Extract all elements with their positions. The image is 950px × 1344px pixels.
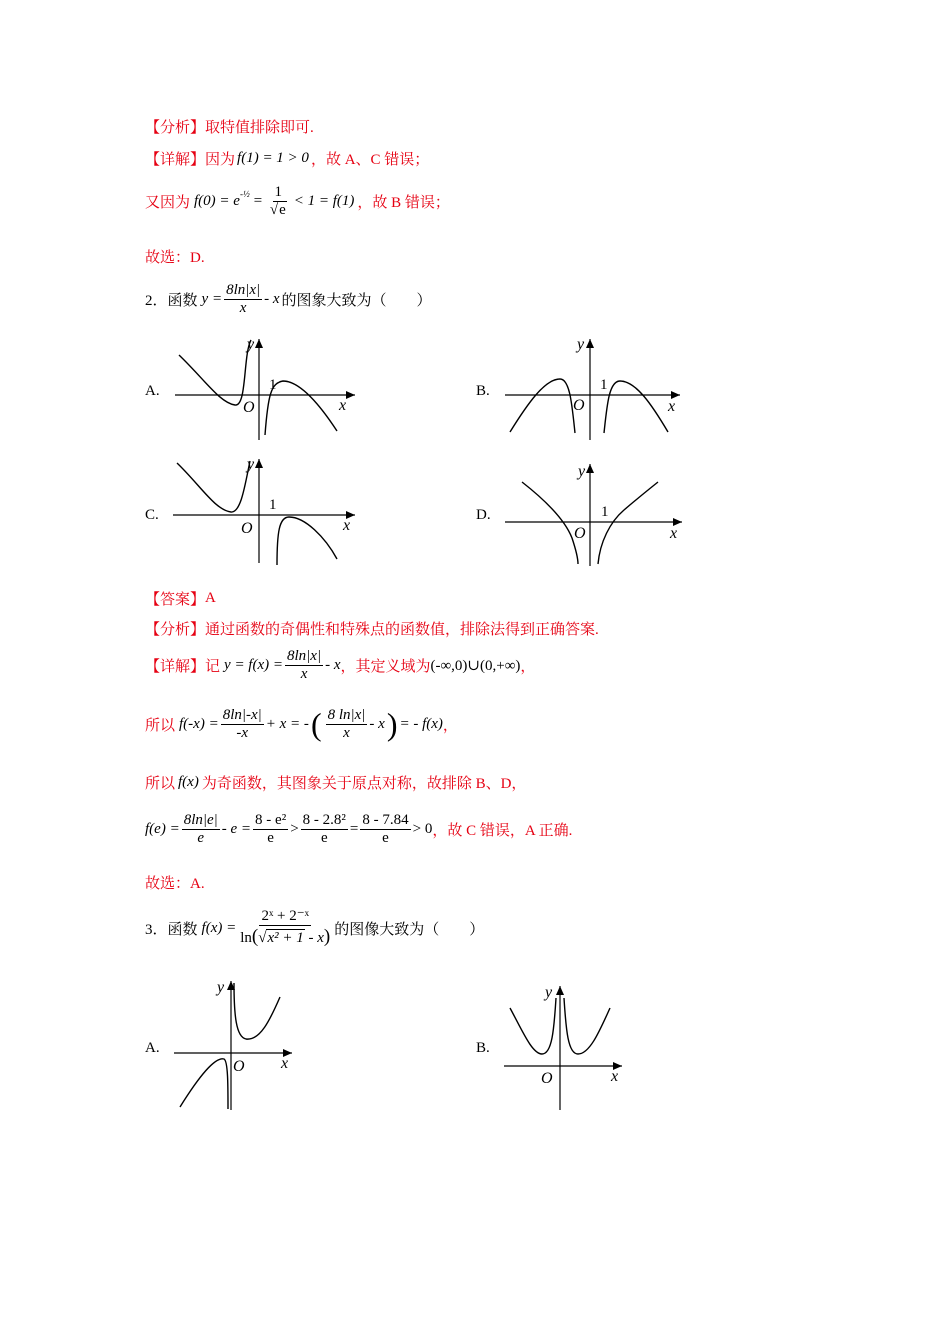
q3-stem: 3． 函数 f(x) = $\frac{\text{2ˣ + 2⁻ˣ}}{\text{ln(√x² + 1 - x)}}$ 的图像大致为（ ） bbox=[145, 908, 485, 948]
curve-left bbox=[180, 1059, 228, 1109]
q2-option-c-label: C. bbox=[145, 507, 159, 523]
curve-left bbox=[510, 998, 556, 1054]
axis-y-label: y bbox=[247, 336, 255, 353]
tick-label: 1 bbox=[269, 377, 277, 393]
q3-option-b-label: B. bbox=[476, 1040, 490, 1056]
curve-right bbox=[234, 983, 280, 1039]
q2-stem-frac: $\frac{8\ln|x|}{x}$ bbox=[226, 282, 261, 317]
q3-stem-frac: $\frac{\text{2ˣ + 2⁻ˣ}}{\text{ln(√x² + 1 - x)}}$ bbox=[240, 908, 331, 948]
q2-detail: 【详解】 记 y = f(x) = $\frac{8\ln|x|}{x}$ - x ，其定义域为 (-∞,0)∪(0,+∞) ， bbox=[145, 648, 536, 683]
axis-y-label: y bbox=[217, 979, 225, 996]
q1-detail: 【详解】 因为 f(1) = 1 > 0 ，故 A、C 错误； bbox=[145, 150, 430, 168]
q2-stem: 2． 函数 y = $\frac{8\ln|x|}{x}$ - x 的图象大致为（ ） bbox=[145, 282, 432, 317]
q2-graph-d bbox=[500, 460, 690, 570]
q2-option-a-label: A. bbox=[145, 383, 160, 399]
q3-graph-b bbox=[500, 980, 630, 1115]
axis-x-label: x bbox=[611, 1068, 619, 1085]
axis-x-label: x bbox=[343, 517, 351, 534]
q2-detail-line3: 所以 f(x) 为奇函数，其图象关于原点对称，故排除 B、D， bbox=[145, 774, 527, 792]
q2-l4-frac3: $\frac{\text{8 - 2.8²}}{e}$ bbox=[302, 812, 346, 847]
axis-y-label: y bbox=[247, 456, 255, 473]
q2-graph-a bbox=[165, 335, 365, 445]
q2-answer: 【答案】 A bbox=[145, 590, 216, 608]
q2-graph-c bbox=[165, 455, 365, 570]
curve-right bbox=[598, 482, 658, 564]
curve-right bbox=[277, 517, 337, 565]
origin-label: O bbox=[574, 525, 586, 542]
q1-choice: 故选：D. bbox=[145, 250, 205, 266]
tick-label: 1 bbox=[600, 377, 608, 393]
q1-analysis: 【分析】 取特值排除即可. bbox=[145, 120, 314, 136]
q2-detail-frac: $\frac{8\ln|x|}{x}$ bbox=[287, 648, 322, 683]
q2-analysis: 【分析】 通过函数的奇偶性和特殊点的函数值，排除法得到正确答案. bbox=[145, 622, 599, 638]
origin-label: O bbox=[541, 1070, 553, 1087]
q2-detail-line4: f(e) = $\frac{8\ln|e|}{e}$ - e = $\frac{\text{8 - e²}}{e}$ > $\frac{\text{8 - 2.8²}}{e}$ = $\frac{8 - 7.84}{e}$ > 0 ，故 C 错误，A 正确. bbox=[145, 812, 573, 847]
q3-graph-a bbox=[170, 975, 300, 1115]
curve-right bbox=[604, 381, 668, 433]
axis-x-label: x bbox=[668, 398, 676, 415]
tick-label: 1 bbox=[269, 497, 277, 513]
tick-label: 1 bbox=[601, 504, 609, 520]
origin-label: O bbox=[233, 1058, 245, 1075]
axis-y-label: y bbox=[577, 336, 585, 353]
q2-l4-frac4: $\frac{8 - 7.84}{e}$ bbox=[362, 812, 409, 847]
curve-left bbox=[522, 482, 578, 564]
axis-x-label: x bbox=[339, 397, 347, 414]
axis-x-label: x bbox=[281, 1055, 289, 1072]
curve-left bbox=[510, 379, 575, 433]
q2-graph-b bbox=[500, 335, 690, 445]
q1-frac: $\frac{1}{√e}$ bbox=[269, 184, 286, 219]
q2-option-d-label: D. bbox=[476, 507, 491, 523]
q1-detail-line2: 又因为 f(0) = e $^{-\frac{1}{2}}$ = $\frac{1}{√e}$ < 1 = f(1) ，故 B 错误； bbox=[145, 184, 450, 219]
origin-label: O bbox=[573, 397, 585, 414]
curve-right bbox=[564, 998, 610, 1054]
q2-detail-line2: 所以 f(-x) = $\frac{8\ln|-x|}{-x}$ + x = - ( $\frac{8 \ln|x|}{x}$ - x ) = - f(x) ， bbox=[145, 706, 458, 742]
q2-option-b-label: B. bbox=[476, 383, 490, 399]
origin-label: O bbox=[243, 399, 255, 416]
q2-l2-frac1: $\frac{8\ln|-x|}{-x}$ bbox=[222, 706, 262, 741]
q2-choice: 故选：A. bbox=[145, 876, 205, 892]
axis-y-label: y bbox=[545, 984, 553, 1001]
q2-l2-frac2: $\frac{8 \ln|x|}{x}$ bbox=[327, 706, 366, 741]
q3-option-a-label: A. bbox=[145, 1040, 160, 1056]
q2-l4-frac1: $\frac{8\ln|e|}{e}$ bbox=[183, 812, 218, 847]
q2-l4-frac2: $\frac{\text{8 - e²}}{e}$ bbox=[255, 812, 287, 847]
origin-label: O bbox=[241, 520, 253, 537]
axis-y-label: y bbox=[578, 463, 586, 480]
curve-left bbox=[177, 461, 250, 512]
axis-x-label: x bbox=[670, 525, 678, 542]
